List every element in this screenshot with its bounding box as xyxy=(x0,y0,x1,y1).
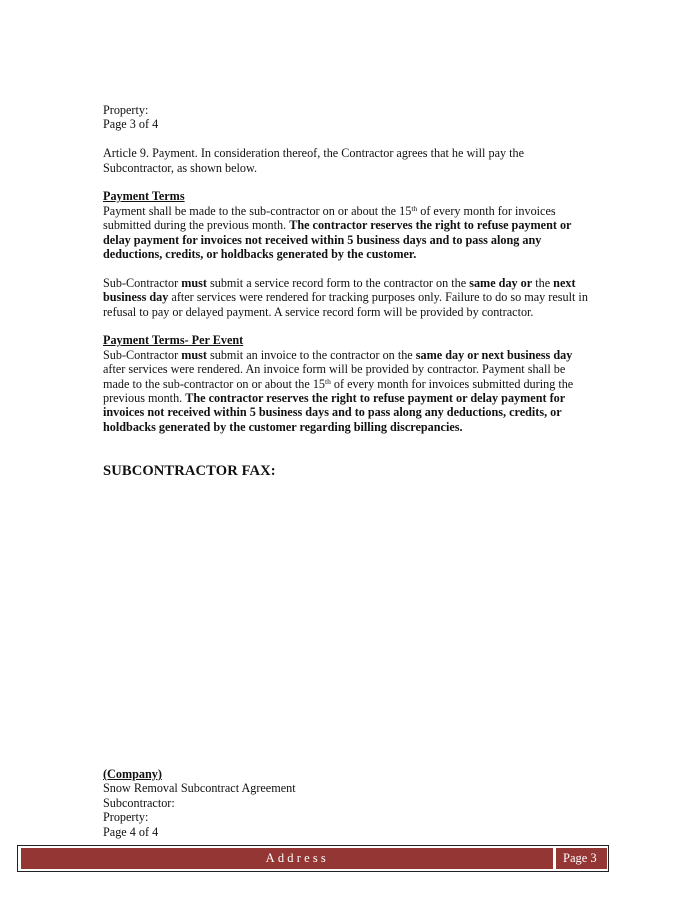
payment-terms-per-event-paragraph: Sub-Contractor must submit an invoice to the contractor on the same day or next business day after services were rendered. An invoice form will be provided by contractor. Payment shall be made to the sub-contractor on or about the 15th of every month for invoices submitted during the previous month. The contractor reserves the right to refuse payment or delay payment for invoices not received within 5 business days and to pass along any deductions, credits, or holdbacks generated by the customer regarding billing discrepancies. xyxy=(103,347,574,434)
agreement-title: Snow Removal Subcontract Agreement xyxy=(103,781,296,796)
page-number-label: Page 3 of 4 xyxy=(103,117,159,132)
page-footer xyxy=(17,845,609,872)
company-label: (Company) xyxy=(103,767,162,781)
footer-address: Address xyxy=(21,848,553,869)
payment-terms-heading: Payment Terms xyxy=(103,189,185,204)
property-label: Property: xyxy=(103,810,149,825)
service-record-paragraph: Sub-Contractor must submit a service record form to the contractor on the same day or the next business day after services were rendered for tracking purposes only. Failure to do so may result in refusal to pay or delayed payment. A service record form will be provided by contractor. xyxy=(103,275,588,319)
payment-terms-paragraph: Payment shall be made to the sub-contractor on or about the 15th of every month for invoices submitted during the previous month. The contractor reserves the right to refuse payment or delay payment for invoices not received within 5 business days and to pass along any deductions, credits, or holdbacks generated by the customer. xyxy=(103,203,572,262)
subcontractor-fax-heading: SUBCONTRACTOR FAX: xyxy=(103,463,276,479)
payment-terms-per-event-heading: Payment Terms- Per Event xyxy=(103,333,244,348)
footer-page-number: Page 3 xyxy=(556,848,607,869)
page-number-label: Page 4 of 4 xyxy=(103,824,159,839)
next-page-header xyxy=(103,767,296,839)
subcontractor-label: Subcontractor: xyxy=(103,795,175,810)
article-9-line-2: Subcontractor, as shown below. xyxy=(103,160,258,175)
document-body xyxy=(103,103,591,434)
article-9-line-1: Article 9. Payment. In consideration thereof, the Contractor agrees that he will pay the xyxy=(103,146,525,161)
property-label: Property: xyxy=(103,103,149,117)
